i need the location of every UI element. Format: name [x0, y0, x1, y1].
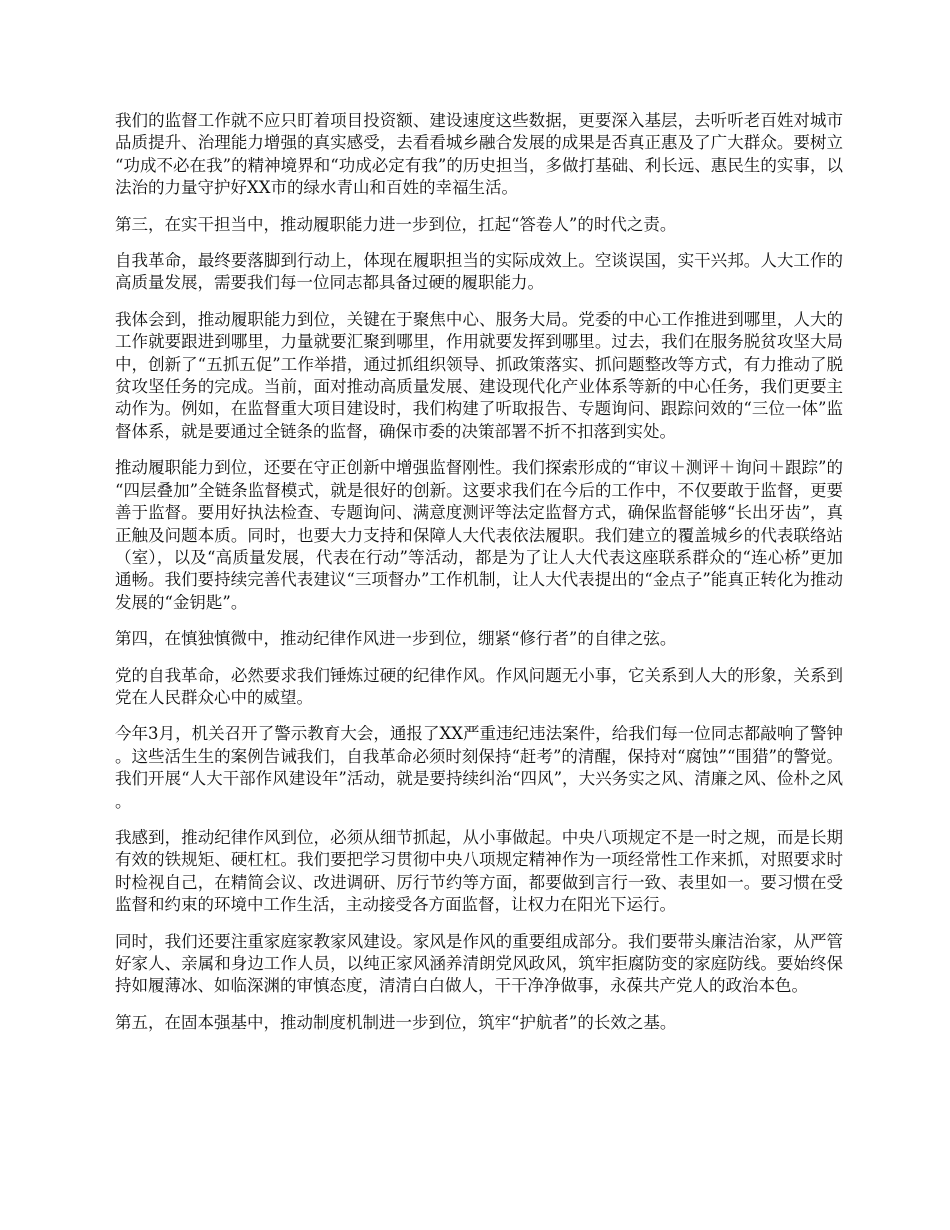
section-heading-third: 第三，在实干担当中，推动履职能力进一步到位，扛起“答卷人”的时代之责。: [115, 214, 677, 234]
paragraph-supervision-intro: 我们的监督工作就不应只盯着项目投资额、建设速度这些数据，更要深入基层，去听听老百姓对城市品质提升、治理能力增强的真实感受，去看看城乡融合发展的成果是否真正惠及了广大群众。要树立“功成不必在我”的精神境界和“功成必定有我”的历史担当，多做打基础、利长远、惠民生的实事，以法治的力量守护好XX市的绿水青山和百姓的幸福生活。: [115, 111, 843, 198]
paragraph-discipline-style: 党的自我革命，必然要求我们锤炼过硬的纪律作风。作风问题无小事，它关系到人大的形象，关系到党在人民群众心中的威望。: [115, 665, 843, 707]
paragraph-self-revolution-action: 自我革命，最终要落脚到行动上，体现在履职担当的实际成效上。空谈误国，实干兴邦。人大工作的高质量发展，需要我们每一位同志都具备过硬的履职能力。: [115, 251, 843, 293]
paragraph-eight-regulations: 我感到，推动纪律作风到位，必须从细节抓起，从小事做起。中央八项规定不是一时之规，而是长期有效的铁规矩、硬杠杠。我们要把学习贯彻中央八项规定精神作为一项经常性工作来抓，对照要求时时检视自己，在精简会议、改进调研、厉行节约等方面，都要做到言行一致、表里如一。要习惯在受监督和约束的环境中工作生活，主动接受各方面监督，让权力在阳光下运行。: [115, 827, 843, 915]
section-heading-fourth: 第四，在慎独慎微中，推动纪律作风进一步到位，绷紧“修行者”的自律之弦。: [115, 629, 677, 649]
document-body: [115, 110, 843, 1048]
paragraph-innovation-supervision: 推动履职能力到位，还要在守正创新中增强监督刚性。我们探索形成的“审议＋测评＋询问＋跟踪”的“四层叠加”全链条监督模式，就是很好的创新。这要求我们在今后的工作中，不仅要敢于监督，更要善于监督。要用好执法检查、专题询问、满意度测评等法定监督方式，确保监督能够“长出牙齿”，真正触及问题本质。同时，也要大力支持和保障人大代表依法履职。我们建立的覆盖城乡的代表联络站（室），以及“高质量发展，代表在行动”等活动，都是为了让人大代表这座联系群众的“连心桥”更加通畅。我们要持续完善代表建议“三项督办”工作机制，让人大代表提出的“金点子”能真正转化为推动发展的“金钥匙”。: [115, 458, 843, 612]
section-heading-fifth: 第五，在固本强基中，推动制度机制进一步到位，筑牢“护航者”的长效之基。: [115, 1012, 677, 1032]
paragraph-family-tradition: 同时，我们还要注重家庭家教家风建设。家风是作风的重要组成部分。我们要带头廉洁治家，从严管好家人、亲属和身边工作人员，以纯正家风涵养清朗党风政风，筑牢拒腐防变的家庭防线。要始终保持如履薄冰、如临深渊的审慎态度，清清白白做人，干干净净做事，永葆共产党人的政治本色。: [115, 931, 843, 996]
paragraph-focus-center: 我体会到，推动履职能力到位，关键在于聚焦中心、服务大局。党委的中心工作推进到哪里，人大的工作就要跟进到哪里，力量就要汇聚到哪里，作用就要发挥到哪里。过去，我们在服务脱贫攻坚大局中，创新了“五抓五促”工作举措，通过抓组织领导、抓政策落实、抓问题整改等方式，有力推动了脱贫攻坚任务的完成。当前，面对推动高质量发展、建设现代化产业体系等新的中心任务，我们更要主动作为。例如，在监督重大项目建设时，我们构建了听取报告、专题询问、跟踪问效的“三位一体”监督体系，就是要通过全链条的监督，确保市委的决策部署不折不扣落到实处。: [115, 309, 843, 441]
paragraph-warning-education: 今年3月，机关召开了警示教育大会，通报了XX严重违纪违法案件，给我们每一位同志都敲响了警钟。这些活生生的案例告诫我们，自我革命必须时刻保持“赶考”的清醒，保持对“腐蚀”“围猎”的警觉。我们开展“人大干部作风建设年”活动，就是要持续纠治“四风”，大兴务实之风、清廉之风、俭朴之风。: [115, 724, 843, 811]
